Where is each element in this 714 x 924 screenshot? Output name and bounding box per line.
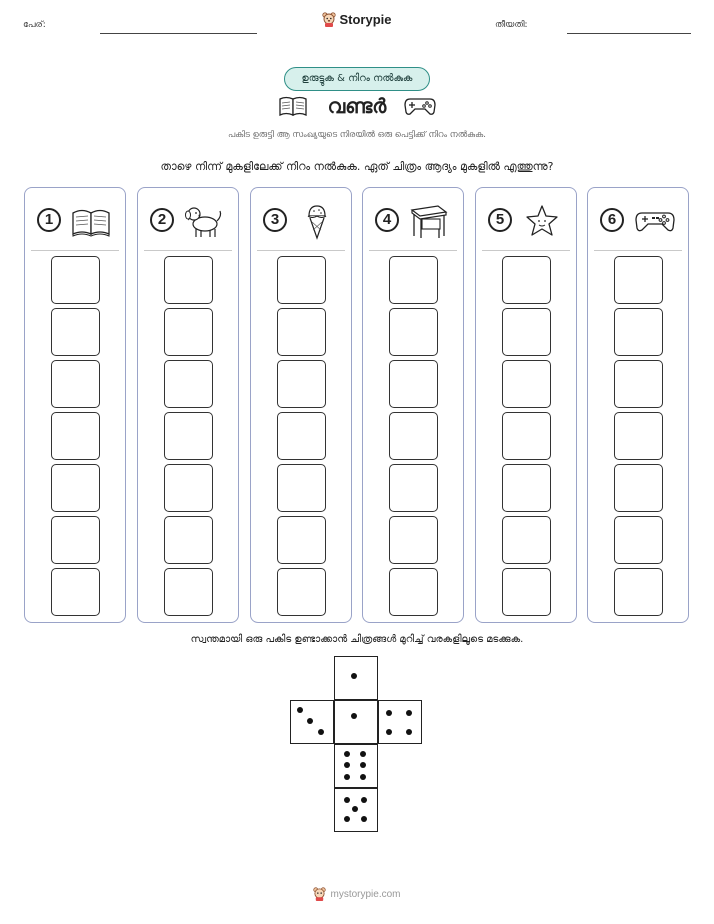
- dice-pip: [352, 806, 358, 812]
- subtitle: പകിട ഉരുട്ടി ആ സംഖ്യയുടെ നിരയിൽ ഒരു പെട്ടിക്ക് നിറം നൽകുക.: [228, 130, 486, 140]
- column-header: [33, 202, 119, 240]
- color-box[interactable]: [164, 360, 213, 408]
- color-box[interactable]: [502, 412, 551, 460]
- activity-pill: ഉരുട്ടുക & നിറം നൽകുക: [284, 67, 430, 91]
- dice-pip: [344, 797, 350, 803]
- title-row: [0, 92, 714, 122]
- name-label: പേര്:: [23, 20, 46, 30]
- color-box[interactable]: [51, 360, 100, 408]
- dice-pip: [360, 762, 366, 768]
- column-header: [146, 202, 232, 240]
- color-box[interactable]: [389, 516, 438, 564]
- dice-face-six: [334, 744, 378, 788]
- dice-face-three: [290, 700, 334, 744]
- color-box[interactable]: [164, 412, 213, 460]
- column-number: 1: [37, 208, 61, 232]
- dice-pip: [406, 710, 412, 716]
- color-box[interactable]: [277, 412, 326, 460]
- color-box[interactable]: [389, 308, 438, 356]
- color-box[interactable]: [389, 360, 438, 408]
- column-1: [24, 187, 126, 623]
- color-box[interactable]: [502, 256, 551, 304]
- color-box[interactable]: [51, 464, 100, 512]
- color-box[interactable]: [164, 464, 213, 512]
- column-2: [137, 187, 239, 623]
- brand-name: Storypie: [339, 12, 392, 27]
- color-box[interactable]: [277, 568, 326, 616]
- date-line[interactable]: [567, 33, 691, 34]
- dice-pip: [297, 707, 303, 713]
- date-label: തീയതി:: [495, 20, 528, 30]
- dice-pip: [344, 762, 350, 768]
- dice-pip: [386, 710, 392, 716]
- color-box[interactable]: [614, 256, 663, 304]
- column-number: 6: [600, 208, 624, 232]
- column-divider: [257, 250, 345, 251]
- brand-logo: [0, 12, 714, 31]
- dice-pip: [360, 774, 366, 780]
- color-box[interactable]: [389, 412, 438, 460]
- footer-url[interactable]: mystorypie.com: [330, 888, 401, 900]
- column-4: [362, 187, 464, 623]
- color-box[interactable]: [51, 516, 100, 564]
- color-box[interactable]: [614, 412, 663, 460]
- dice-pip: [351, 713, 357, 719]
- column-header: [259, 202, 345, 240]
- dice-pip: [361, 816, 367, 822]
- color-box[interactable]: [164, 256, 213, 304]
- color-box[interactable]: [614, 516, 663, 564]
- game-controller-icon: [633, 202, 677, 240]
- color-box[interactable]: [614, 464, 663, 512]
- color-box[interactable]: [164, 516, 213, 564]
- dice-pip: [386, 729, 392, 735]
- column-divider: [482, 250, 570, 251]
- dice-instruction: സ്വന്തമായി ഒരു പകിട ഉണ്ടാക്കാൻ ചിത്രങ്ങൾ മുറിച്ച് വരകളിലൂടെ മടക്കുക.: [190, 634, 524, 645]
- desk-icon: [408, 202, 450, 240]
- color-box[interactable]: [277, 308, 326, 356]
- color-box[interactable]: [389, 256, 438, 304]
- column-number: 2: [150, 208, 174, 232]
- column-number: 3: [263, 208, 287, 232]
- color-box[interactable]: [502, 360, 551, 408]
- color-box[interactable]: [51, 256, 100, 304]
- column-3: [250, 187, 352, 623]
- footer: [0, 886, 714, 905]
- column-header: [484, 202, 570, 240]
- dice-pip: [344, 774, 350, 780]
- bear-logo-icon: [313, 887, 326, 901]
- color-box[interactable]: [51, 412, 100, 460]
- color-box[interactable]: [277, 360, 326, 408]
- color-box[interactable]: [164, 308, 213, 356]
- name-line[interactable]: [100, 33, 257, 34]
- page-title: വണ്ടർ: [327, 94, 387, 118]
- dice-pip: [351, 673, 357, 679]
- column-divider: [31, 250, 119, 251]
- dog-icon: [183, 202, 225, 240]
- column-number: 4: [375, 208, 399, 232]
- dice-face-five: [334, 788, 378, 832]
- column-divider: [144, 250, 232, 251]
- dice-pip: [318, 729, 324, 735]
- color-box[interactable]: [502, 308, 551, 356]
- book-icon: [70, 202, 112, 240]
- color-box[interactable]: [614, 568, 663, 616]
- game-controller-icon: [403, 95, 437, 117]
- bear-logo-icon: [322, 12, 336, 27]
- column-header: [371, 202, 457, 240]
- dice-pip: [307, 718, 313, 724]
- column-6: [587, 187, 689, 623]
- color-box[interactable]: [502, 568, 551, 616]
- color-box[interactable]: [614, 308, 663, 356]
- color-box[interactable]: [277, 464, 326, 512]
- dice-face-one: [334, 656, 378, 700]
- color-box[interactable]: [502, 516, 551, 564]
- column-number: 5: [488, 208, 512, 232]
- column-5: [475, 187, 577, 623]
- color-box[interactable]: [389, 464, 438, 512]
- dice-pip: [360, 751, 366, 757]
- dice-pip: [406, 729, 412, 735]
- color-box[interactable]: [51, 308, 100, 356]
- color-box[interactable]: [389, 568, 438, 616]
- column-divider: [594, 250, 682, 251]
- dice-pip: [344, 816, 350, 822]
- column-divider: [369, 250, 457, 251]
- ice-cream-icon: [296, 202, 338, 240]
- dice-face-four: [378, 700, 422, 744]
- star-icon: [521, 202, 563, 240]
- dice-pip: [361, 797, 367, 803]
- color-box[interactable]: [164, 568, 213, 616]
- color-box[interactable]: [277, 256, 326, 304]
- color-box[interactable]: [502, 464, 551, 512]
- column-header: [596, 202, 682, 240]
- dice-face-one: [334, 700, 378, 744]
- color-box[interactable]: [614, 360, 663, 408]
- color-box[interactable]: [277, 516, 326, 564]
- color-box[interactable]: [51, 568, 100, 616]
- dice-pip: [344, 751, 350, 757]
- instruction: താഴെ നിന്ന് മുകളിലേക്ക് നിറം നൽകുക. ഏത് ചിത്രം ആദ്യം മുകളിൽ എത്തുന്നു?: [160, 160, 554, 173]
